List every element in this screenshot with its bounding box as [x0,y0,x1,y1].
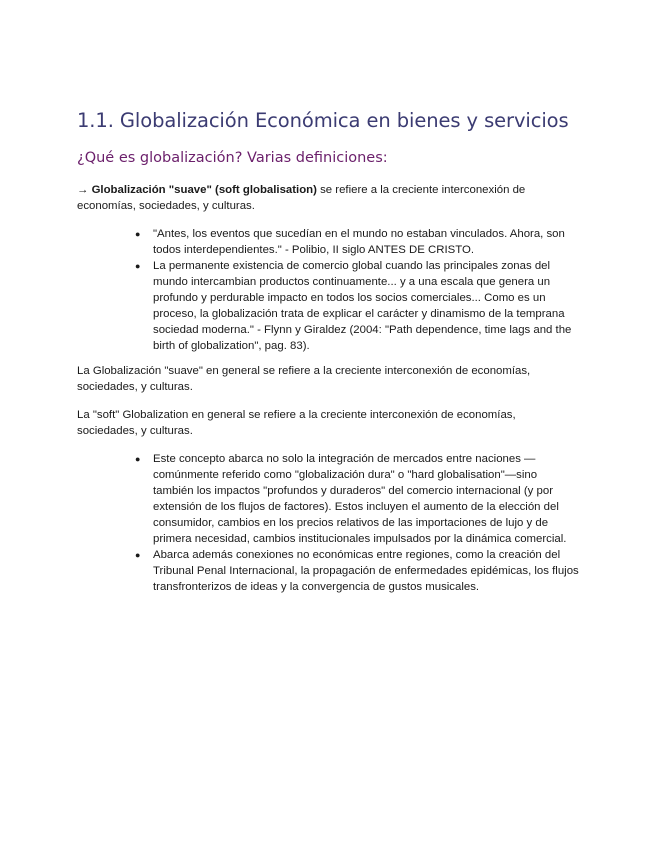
definitions-list [132,226,580,354]
soft-globalization-paragraph: La Globalización "suave" en general se refiere a la creciente interconexión de economías, sociedades, y culturas. [77,365,531,393]
list-item-text: La permanente existencia de comercio global cuando las principales zonas del mundo intercambian productos continuamente... y a una escala que genera un profundo y perdurable impacto en todos los socios comerciales... Como es un proceso, la globalización trata de explicar el carácter y dinamismo de la temprana sociedad moderna." - Flynn y Giraldez (2004: "Path dependence, time lags and the birth of globalization", pag. 83). [153,260,572,352]
concept-list [132,451,580,595]
list-item [132,226,580,258]
intro-rest: se refiere a la creciente interconexión de economías, sociedades, y culturas. [77,184,526,212]
list-item [132,547,580,595]
bullet-icon: ● [135,229,141,239]
intro-paragraph [77,182,577,214]
bullet-icon: ● [135,550,141,560]
list-item-text: "Antes, los eventos que sucedían en el mundo no estaban vinculados. Ahora, son todos interdependientes." - Polibio, II siglo ANTES DE CRISTO. [153,228,565,256]
arrow-glyph: → [77,184,89,196]
list-item [132,258,580,354]
page-title: 1.1. Globalización Económica en bienes y servicios [77,109,569,132]
list-item-text: Este concepto abarca no solo la integración de mercados entre naciones —comúnmente referido como "globalización dura" o "hard globalisation"—sino también los impactos "profundos y duraderos" del comercio internacional (y por extensión de los flujos de factores). Estos incluyen el aumento de la elección del consumidor, cambios en los precios relativos de las importaciones de lujo y de primera necesidad, cambios institucionales impulsados por la dinámica comercial. [153,453,567,545]
soft-globalization-en-paragraph: La "soft" Globalization en general se refiere a la creciente interconexión de economías, sociedades, y culturas. [77,409,516,437]
list-item-text: Abarca además conexiones no económicas entre regiones, como la creación del Tribunal Penal Internacional, la propagación de enfermedades epidémicas, los flujos transfronterizos de ideas y la convergencia de gustos musicales. [153,549,579,593]
bullet-icon: ● [135,261,141,271]
section-subtitle: ¿Qué es globalización? Varias definiciones: [77,150,388,166]
intro-bold-term: Globalización "suave" (soft globalisation) [91,184,317,196]
list-item [132,451,580,547]
bullet-icon: ● [135,454,141,464]
